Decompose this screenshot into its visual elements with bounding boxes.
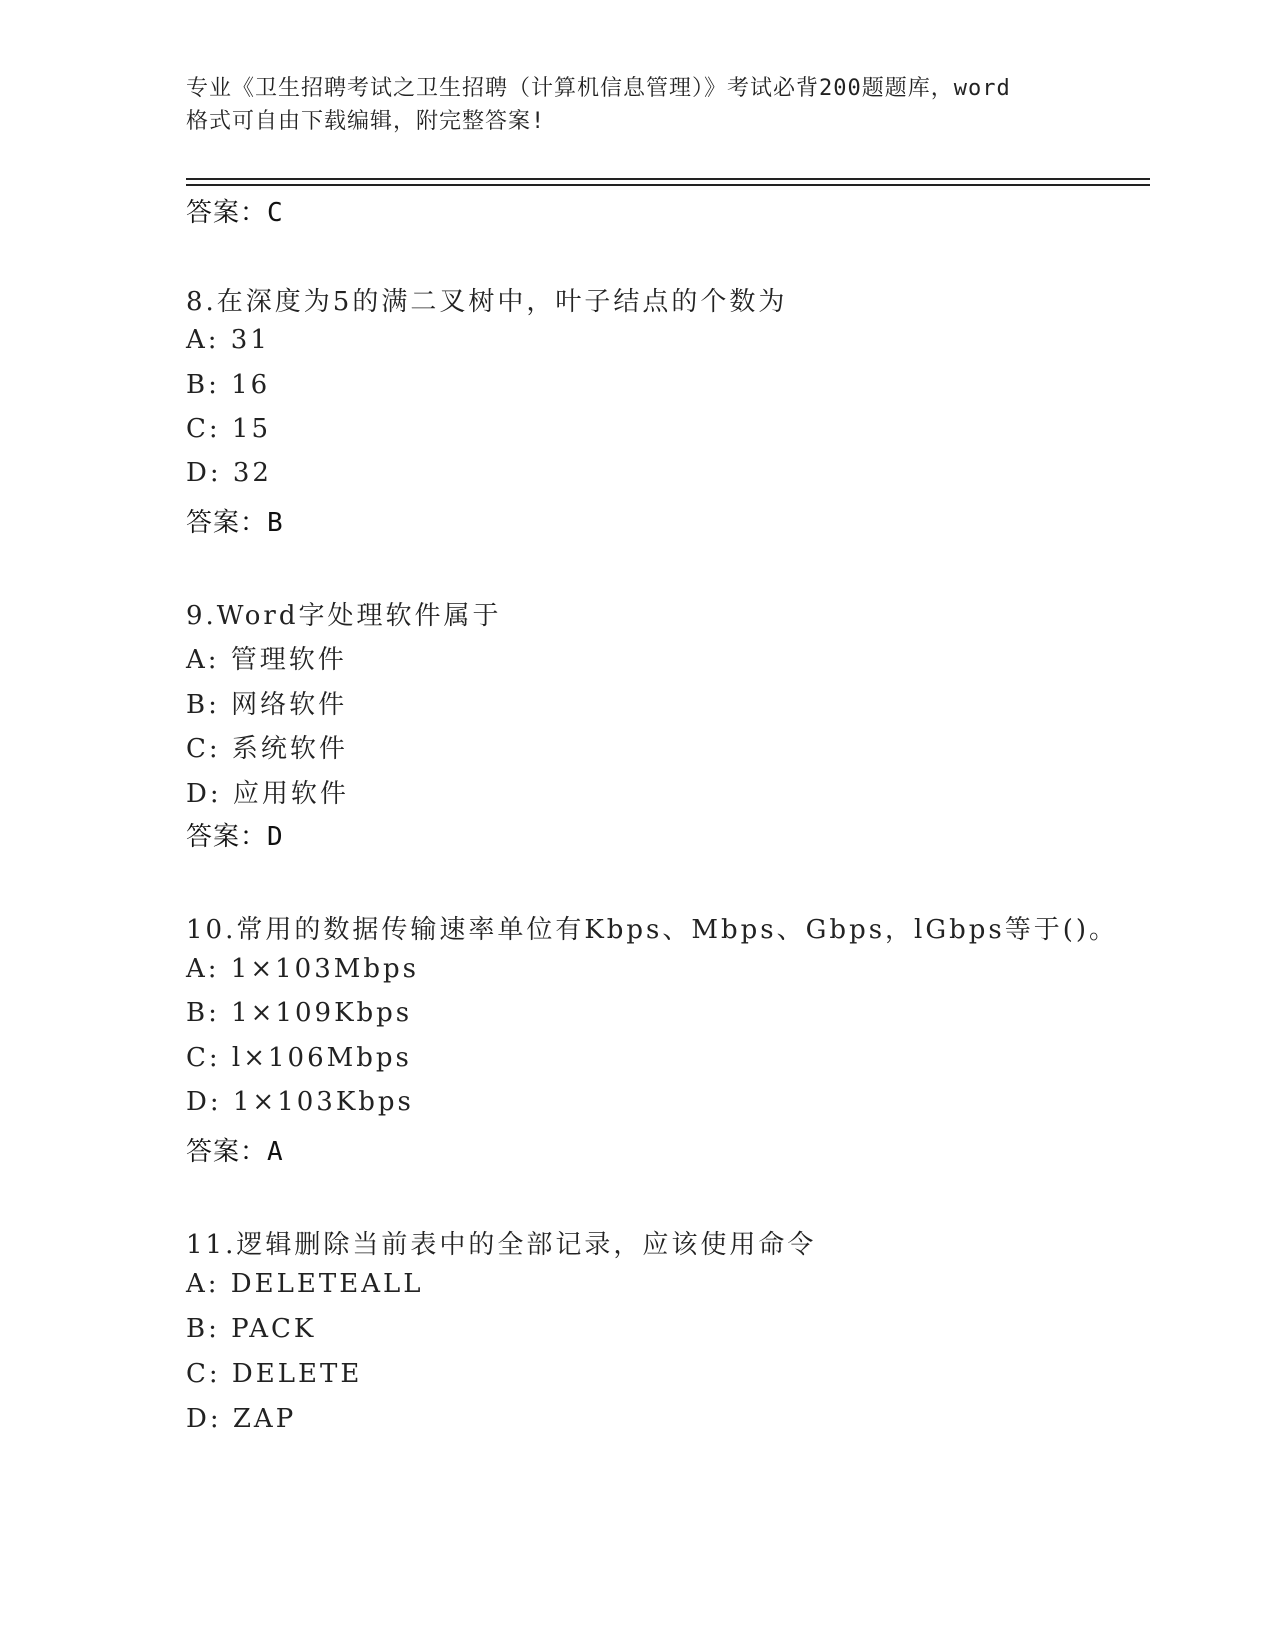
- question-8-answer: 答案：B: [186, 508, 284, 538]
- question-11-option-d: D: ZAP: [186, 1404, 297, 1434]
- question-8-stem: 8.在深度为5的满二叉树中，叶子结点的个数为: [186, 287, 788, 317]
- question-10-answer: 答案：A: [186, 1137, 284, 1167]
- header-rule-top: [186, 178, 1150, 180]
- question-11-stem: 11.逻辑删除当前表中的全部记录，应该使用命令: [186, 1230, 817, 1260]
- question-10-option-a: A: 1×103Mbps: [186, 954, 420, 984]
- question-9-stem: 9.Word字处理软件属于: [186, 601, 502, 631]
- question-8-option-c: C: 15: [186, 414, 272, 444]
- question-9-option-c: C: 系统软件: [186, 734, 348, 764]
- question-9-option-a: A: 管理软件: [186, 645, 347, 675]
- question-8-option-a: A: 31: [186, 325, 270, 355]
- question-8-option-b: B: 16: [186, 370, 271, 400]
- previous-answer: 答案：C: [186, 198, 284, 228]
- question-8-option-d: D: 32: [186, 458, 272, 488]
- question-9-option-b: B: 网络软件: [186, 690, 348, 720]
- header-rule-bottom: [186, 184, 1150, 186]
- question-11-option-c: C: DELETE: [186, 1359, 363, 1389]
- question-10-option-d: D: 1×103Kbps: [186, 1087, 414, 1117]
- question-11-option-a: A: DELETEALL: [186, 1269, 424, 1299]
- question-10-option-c: C: l×106Mbps: [186, 1043, 412, 1073]
- question-9-option-d: D: 应用软件: [186, 779, 349, 809]
- header-line-1: 专业《卫生招聘考试之卫生招聘（计算机信息管理）》考试必背200题题库，word: [186, 76, 1011, 101]
- question-10-stem: 10.常用的数据传输速率单位有Kbps、Mbps、Gbps，lGbps等于()。: [186, 915, 1119, 945]
- document-header: [186, 72, 1086, 138]
- header-line-2: 格式可自由下载编辑，附完整答案!: [186, 109, 546, 134]
- question-9-answer: 答案：D: [186, 822, 284, 852]
- question-11-option-b: B: PACK: [186, 1314, 317, 1344]
- question-10-option-b: B: 1×109Kbps: [186, 998, 413, 1028]
